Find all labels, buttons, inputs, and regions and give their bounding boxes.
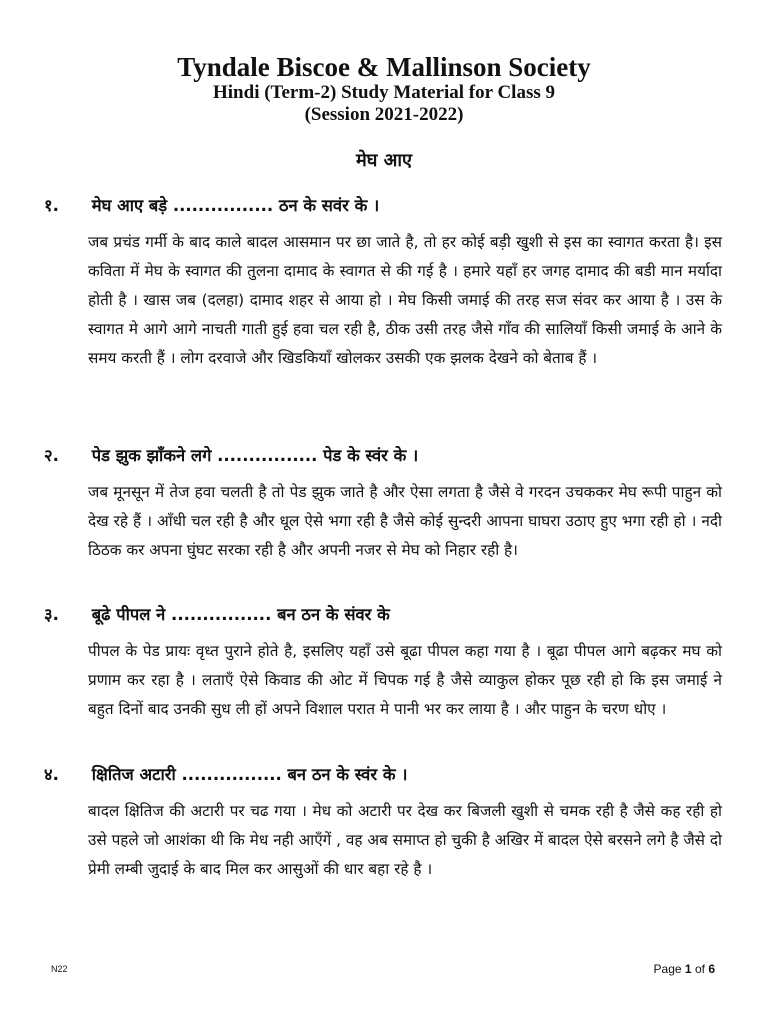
- page-label: Page: [653, 962, 682, 976]
- current-page-number: 1: [684, 962, 692, 976]
- section-heading: [44, 195, 734, 217]
- section-heading: [44, 445, 734, 467]
- section-heading-text: पेड झुक झाँकने लगे ................ पेड के स्वंर के ।: [91, 446, 419, 465]
- organization-title: Tyndale Biscoe & Mallinson Society: [177, 52, 591, 82]
- section-number: १.: [44, 196, 59, 215]
- section-number: ३.: [44, 605, 59, 624]
- of-label: of: [694, 962, 705, 976]
- page-indicator: [654, 962, 715, 976]
- chapter-title: मेघ आए: [355, 150, 413, 171]
- section-number: ४.: [44, 765, 59, 784]
- section-heading: [44, 764, 734, 786]
- section-heading: [44, 604, 734, 626]
- section-paragraph: जब प्रचंड गर्मी के बाद काले बादल आसमान पर छा जाते है, तो हर कोई बड़ी खुशी से इस का स्वागत करता है। इस कविता में मेघ के स्वागत की तुलना दामाद के स्वागत से की गई है । हमारे यहाँ हर जगह दामाद की बडी मान मर्यादा होती है । खास जब (दलहा) दामाद शहर से आया हो । मेघ किसी जमाई की तरह सज संवर कर आया है । उस के स्वागत मे आगे आगे नाचती गाती हुई हवा चल रही है, ठीक उसी तरह जैसे गाँव की सालियाँ किसी जमाई के आने के समय करती हैं । लोग दरवाजे और खिडकियाँ खोलकर उसकी एक झलक देखने को बेताब हैं ।: [88, 233, 722, 367]
- footer-code: N22: [51, 964, 68, 974]
- document-subtitle: Hindi (Term-2) Study Material for Class 9: [213, 82, 555, 103]
- section-paragraph: बादल क्षितिज की अटारी पर चढ गया । मेध को अटारी पर देख कर बिजली खुशी से चमक रही है जैसे कह रही हो उसे पहले जो आशंका थी कि मेध नही आएँगें , वह अब समाप्त हो चुकी है अखिर में बादल ऐसे बरसने लगे है जैसे दो प्रेमी लम्बी जुदाई के बाद मिल कर आसुओं की धार बहा रहे है ।: [88, 802, 722, 878]
- section-number: २.: [44, 446, 59, 465]
- total-pages: 6: [708, 962, 715, 976]
- section-heading-text: बूढे पीपल ने ................ बन ठन के संवर के: [91, 605, 390, 624]
- section-paragraph: जब मूनसून में तेज हवा चलती है तो पेड झुक जाते है और ऐसा लगता है जैसे वे गरदन उचककर मेघ रूपी पाहुन को देख रहे हैं । आँधी चल रही है और धूल ऐसे भगा रही है जैसे कोई सुन्दरी आपना घाघरा उठाए हुए भगा रही हो । नदी ठिठक कर अपना घुंघट सरका रही है और अपनी नजर से मेघ को निहार रही है।: [88, 483, 722, 559]
- section-heading-text: मेघ आए बड़े ................ ठन के सवंर के ।: [91, 196, 380, 215]
- session-label: (Session 2021-2022): [304, 104, 464, 125]
- section-heading-text: क्षितिज अटारी ................ बन ठन के स्वंर के ।: [91, 765, 408, 784]
- document-header: [0, 52, 768, 126]
- section-paragraph: पीपल के पेड प्रायः वृध्त पुराने होते है, इसलिए यहाँ उसे बूढा पीपल कहा गया है । बूढा पीपल आगे बढ़कर मघ को प्रणाम कर रहा है । लताएँ ऐसे किवाड की ओट में चिपक गई है जैसे व्याकुल होकर पूछ रही हो कि इस जमाई ने बहुत दिनों बाद उनकी सुध ली हों अपने विशाल परात मे पानी भर कर लाया है । और पाहुन के चरण धोए ।: [88, 642, 722, 718]
